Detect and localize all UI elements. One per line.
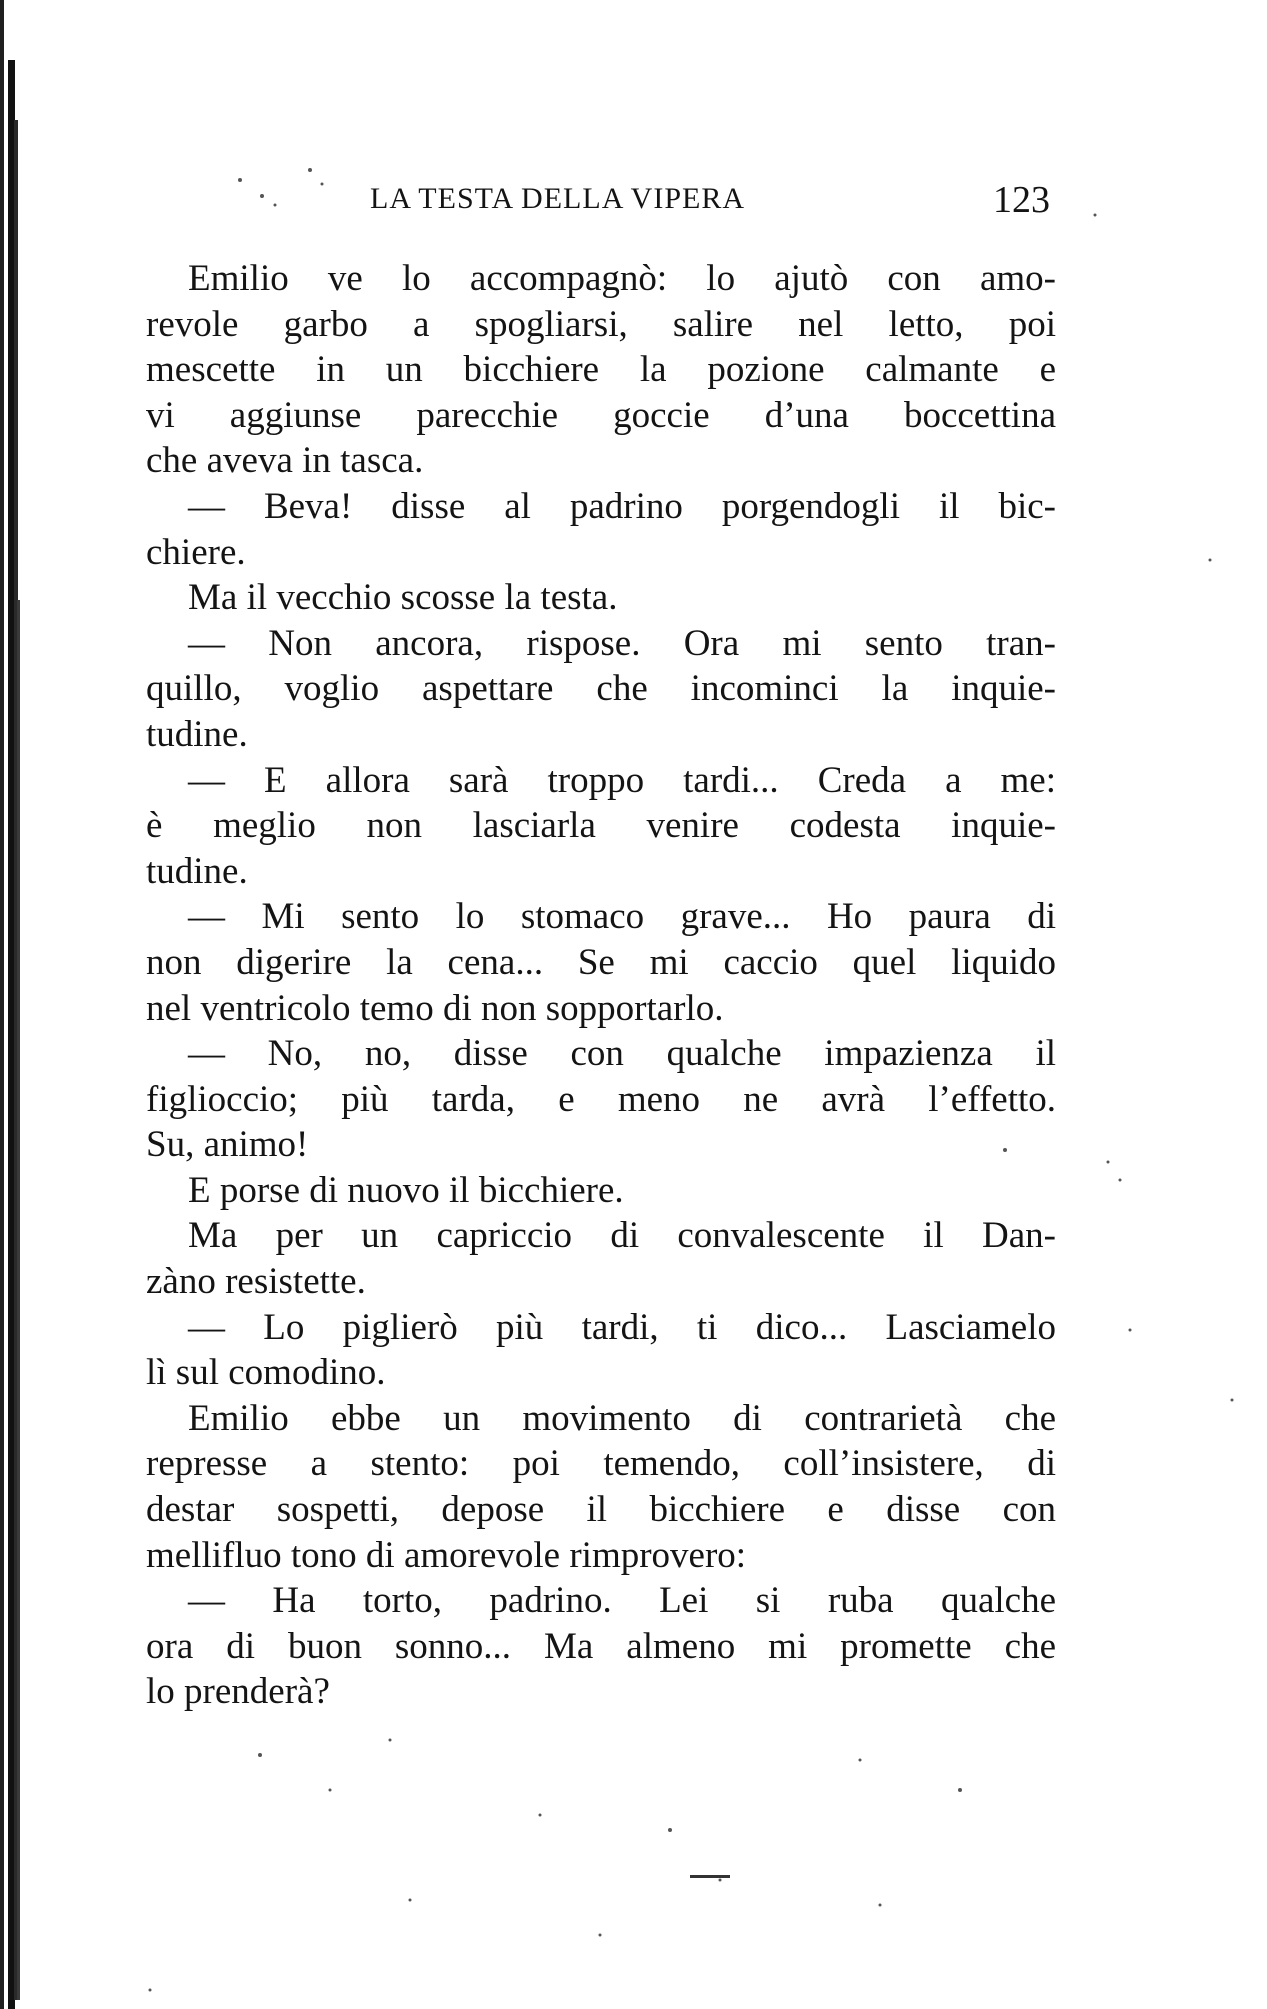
text-line: è meglio non lasciarla venire codesta inquie-	[146, 805, 1056, 847]
text-line: — E allora sarà troppo tardi... Creda a me:	[188, 759, 1056, 801]
text-line: mellifluo tono di amorevole rimprovero:	[146, 1534, 747, 1576]
text-line: zàno resistette.	[146, 1261, 366, 1303]
text-line: Emilio ebbe un movimento di contrarietà che	[188, 1397, 1056, 1439]
text-line: mescette in un bicchiere la pozione calmante e	[146, 349, 1056, 391]
text-line: — Ha torto, padrino. Lei si ruba qualche	[188, 1580, 1056, 1622]
text-line: Emilio ve lo accompagnò: lo ajutò con amo-	[188, 258, 1056, 299]
text-line: nel ventricolo temo di non sopportarlo.	[146, 987, 724, 1029]
body-text	[146, 256, 1056, 1715]
text-line: non digerire la cena... Se mi caccio quel liquido	[146, 941, 1056, 983]
text-line: revole garbo a spogliarsi, salire nel letto, poi	[146, 303, 1056, 345]
text-line: Ma per un capriccio di convalescente il Dan-	[188, 1215, 1056, 1257]
text-line: lì sul comodino.	[146, 1352, 386, 1394]
text-line: che aveva in tasca.	[146, 440, 424, 482]
page-number: 123	[993, 179, 1050, 221]
text-line: — Non ancora, rispose. Ora mi sento tran-	[188, 622, 1056, 664]
text-line: destar sospetti, depose il bicchiere e disse con	[146, 1489, 1056, 1531]
text-line: — Beva! disse al padrino porgendogli il bic-	[188, 485, 1056, 527]
text-line: tudine.	[146, 850, 248, 892]
text-line: figlioccio; più tarda, e meno ne avrà l’effetto.	[146, 1078, 1056, 1120]
text-line: Ma il vecchio scosse la testa.	[188, 577, 618, 619]
text-line: tudine.	[146, 713, 248, 755]
book-spine-edge	[0, 0, 40, 2009]
text-line: quillo, voglio aspettare che incominci la inquie-	[146, 668, 1056, 710]
text-line: — Lo piglierò più tardi, ti dico... Lasciamelo	[188, 1306, 1056, 1348]
text-line: vi aggiunse parecchie goccie d’una boccettina	[146, 394, 1056, 436]
text-line: ora di buon sonno... Ma almeno mi promette che	[146, 1625, 1056, 1667]
text-line: E porse di nuovo il bicchiere.	[188, 1169, 624, 1211]
text-line: Su, animo!	[146, 1124, 309, 1166]
text-line: chiere.	[146, 531, 246, 573]
text-line: lo prenderà?	[146, 1671, 330, 1713]
running-title: LA TESTA DELLA VIPERA	[370, 182, 746, 215]
text-line: — No, no, disse con qualche impazienza il	[188, 1033, 1056, 1075]
page-header	[370, 179, 1050, 232]
text-line: — Mi sento lo stomaco grave... Ho paura di	[188, 896, 1056, 938]
text-line: represse a stento: poi temendo, coll’insistere, di	[146, 1443, 1056, 1485]
